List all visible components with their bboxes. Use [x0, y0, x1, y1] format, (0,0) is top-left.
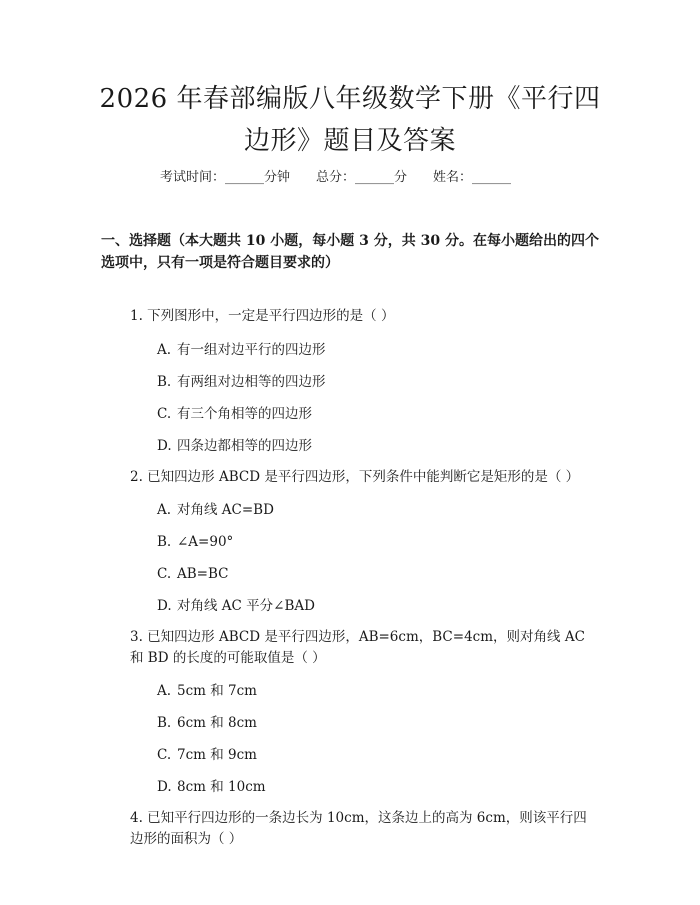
- option-text: 四条边都相等的四边形: [177, 438, 312, 454]
- option: [157, 745, 257, 765]
- option: [157, 564, 228, 584]
- option: [157, 500, 274, 520]
- option: [157, 532, 233, 552]
- option-letter: A.: [157, 342, 172, 358]
- question-stem: [130, 627, 600, 669]
- option: [157, 404, 312, 424]
- option-text: AB=BC: [177, 566, 229, 582]
- option: [157, 372, 326, 392]
- option-letter: B.: [157, 715, 172, 731]
- document-title: 2026 年春部编版八年级数学下册《平行四边形》题目及答案: [99, 84, 601, 156]
- option-text: 有三个角相等的四边形: [177, 406, 312, 422]
- option: [157, 681, 257, 701]
- question-stem-text: 3. 已知四边形 ABCD 是平行四边形，AB=6cm，BC=4cm，则对角线 AC 和 BD 的长度的可能取值是（ ）: [130, 629, 585, 666]
- option-letter: D.: [157, 438, 172, 454]
- section-heading: 一、选择题（本大题共 10 小题，每小题 3 分，共 30 分。在每小题给出的四个选项中，只有一项是符合题目要求的）: [101, 233, 599, 271]
- option-text: 对角线 AC 平分∠BAD: [177, 598, 315, 614]
- option-letter: D.: [157, 598, 172, 614]
- option: [157, 713, 257, 733]
- option-letter: A.: [157, 502, 172, 518]
- option: [157, 777, 266, 797]
- option-letter: C.: [157, 747, 172, 763]
- option-text: 有两组对边相等的四边形: [177, 374, 326, 390]
- question-stem: 2. 已知四边形 ABCD 是平行四边形，下列条件中能判断它是矩形的是（ ）: [130, 469, 580, 485]
- option-letter: C.: [157, 406, 172, 422]
- option-text: 对角线 AC=BD: [177, 502, 274, 518]
- option-text: ∠A=90°: [177, 534, 234, 550]
- exam-time: 考试时间：______分钟: [160, 170, 291, 185]
- option-text: 有一组对边平行的四边形: [177, 342, 326, 358]
- option-letter: C.: [157, 566, 172, 582]
- option-letter: B.: [157, 374, 172, 390]
- question-stem: 4. 已知平行四边形的一条边长为 10cm，这条边上的高为 6cm，则该平行四边形的面积为（ ）: [130, 810, 587, 847]
- option-text: 6cm 和 8cm: [177, 715, 257, 731]
- option-text: 8cm 和 10cm: [177, 779, 266, 795]
- option-text: 7cm 和 9cm: [177, 747, 257, 763]
- student-name: 姓名：______: [433, 170, 512, 185]
- question-stem: 1. 下列图形中，一定是平行四边形的是（ ）: [130, 308, 395, 324]
- option: [157, 596, 315, 616]
- option-text: 5cm 和 7cm: [177, 683, 257, 699]
- option-letter: A.: [157, 683, 172, 699]
- option: [157, 340, 326, 360]
- option-letter: B.: [157, 534, 172, 550]
- exam-meta: [160, 168, 580, 188]
- option: [157, 436, 312, 456]
- exam-score: 总分：______分: [316, 170, 408, 185]
- option-letter: D.: [157, 779, 172, 795]
